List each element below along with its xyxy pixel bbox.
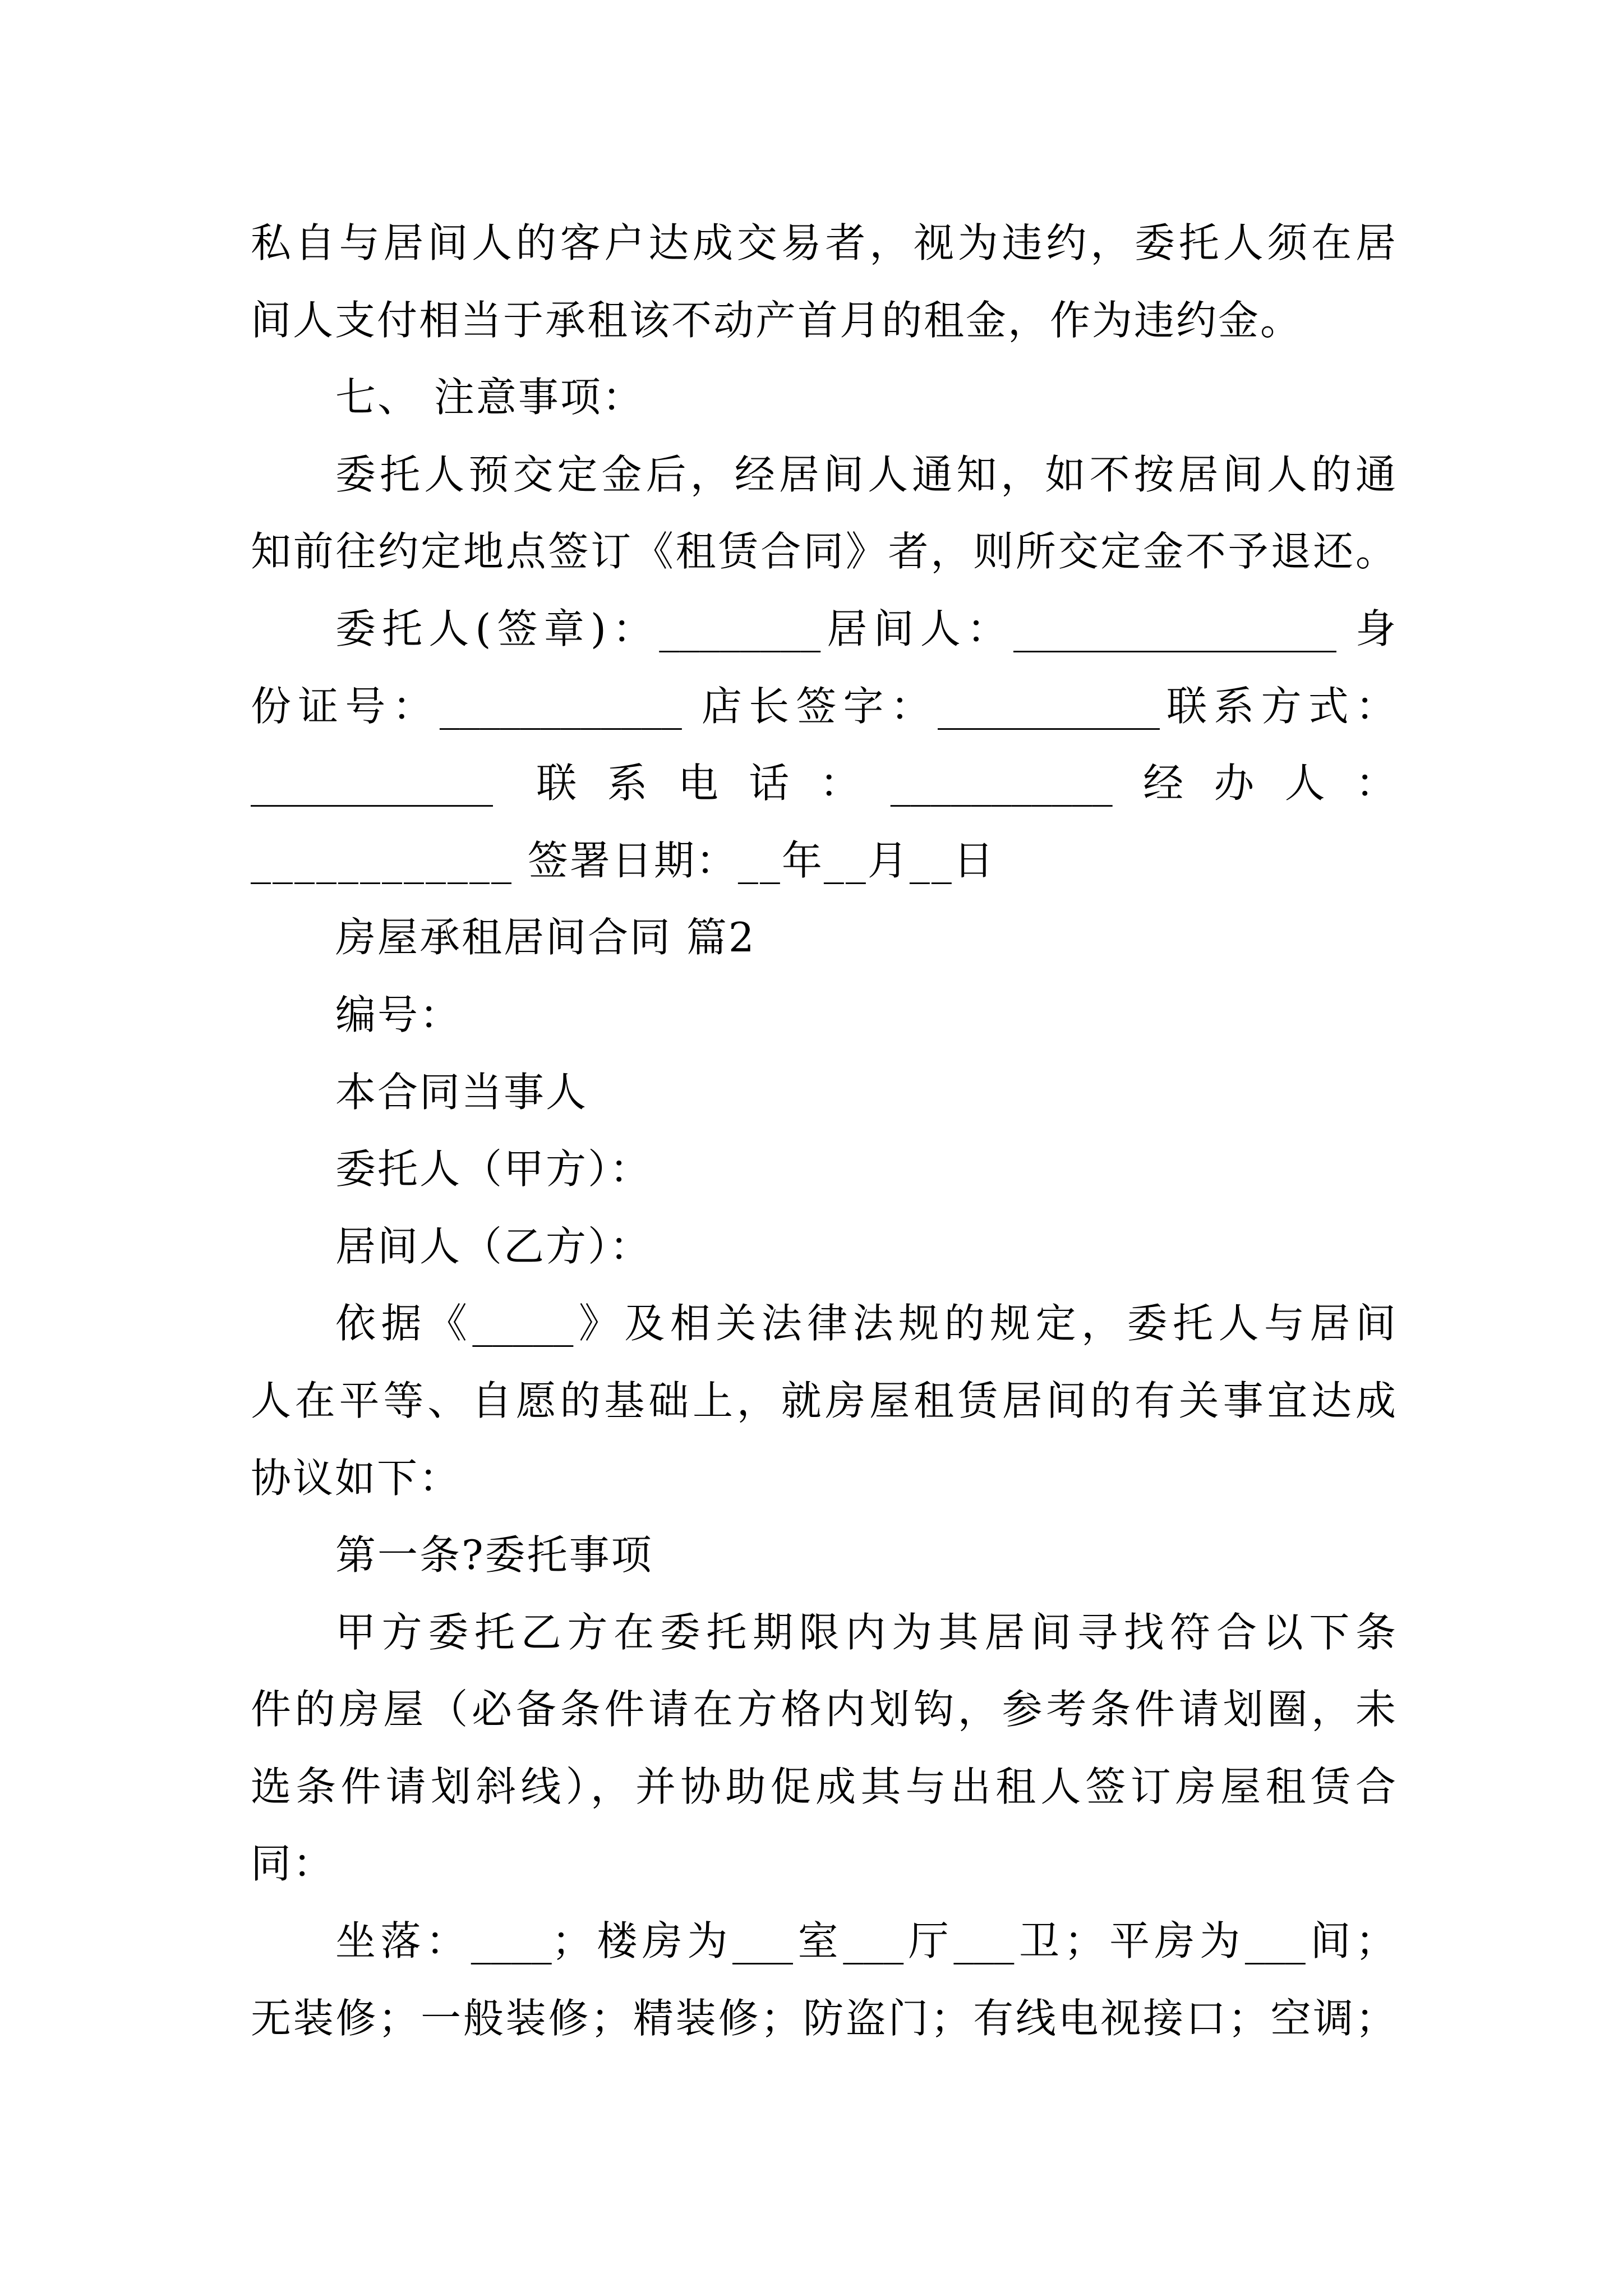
article-1-body-line: 选条件请划斜线），并协助促成其与出租人签订房屋租赁合	[251, 1763, 1396, 1810]
signature-date-line: ____________ 签署日期：__年__月__日	[251, 836, 995, 884]
preamble-line: 人在平等、自愿的基础上，就房屋租赁居间的有关事宜达成	[251, 1377, 1396, 1424]
preamble-line: 协议如下：	[251, 1454, 462, 1502]
intermediary-label: 居间人（乙方）：	[335, 1222, 652, 1270]
article-1-body-line: 件的房屋（必备条件请在方格内划钩，参考条件请划圈，未	[251, 1686, 1396, 1733]
signature-line: ____________ 联系电话：___________经办人：	[251, 760, 1396, 807]
signature-line: 委托人(签章)：________居间人：________________ 身	[335, 605, 1396, 652]
notice-clause-line: 委托人预交定金后，经居间人通知，如不按居间人的通	[335, 450, 1396, 498]
article-1	[251, 1517, 1396, 2057]
article-1-body-line: 同：	[251, 1840, 335, 1888]
notice-clause-line: 知前往约定地点签订《租赁合同》者，则所交定金不予退还。	[251, 528, 1396, 576]
breach-clause	[251, 205, 1396, 359]
principal-label: 委托人（甲方）：	[335, 1145, 652, 1193]
notice-clause	[251, 436, 1396, 591]
signature-block	[251, 591, 1396, 899]
article-1-body-line: 甲方委托乙方在委托期限内为其居间寻找符合以下条	[335, 1608, 1396, 1656]
breach-clause-line: 间人支付相当于承租该不动产首月的租金，作为违约金。	[251, 296, 1303, 344]
article-1-conditions-line: 无装修；一般装修；精装修；防盗门；有线电视接口；空调；	[251, 1994, 1396, 2042]
parties-heading: 本合同当事人	[335, 1068, 588, 1116]
contract-number-label: 编号：	[335, 991, 462, 1038]
notice-heading: 七、 注意事项：	[335, 374, 644, 421]
article-1-heading: 第一条?委托事项	[335, 1531, 653, 1579]
preamble-line: 依据《_____》及相关法律法规的规定，委托人与居间	[335, 1300, 1396, 1347]
article-1-conditions-line: 坐落：____；楼房为___室___厅___卫；平房为___间；	[335, 1917, 1396, 1965]
document-body	[251, 205, 1396, 2057]
preamble	[251, 1285, 1396, 1517]
signature-line: 份证号：____________ 店长签字：___________联系方式：	[251, 682, 1396, 730]
breach-clause-line: 私自与居间人的客户达成交易者，视为违约，委托人须在居	[251, 219, 1396, 266]
contract-title: 房屋承租居间合同 篇2	[335, 914, 756, 961]
